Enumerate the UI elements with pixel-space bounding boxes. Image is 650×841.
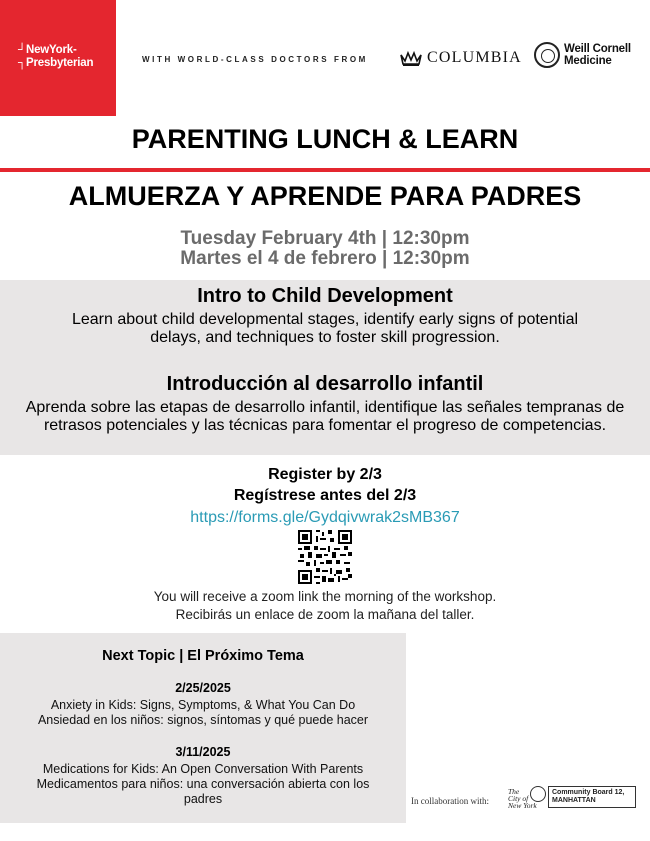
registration-link[interactable]: https://forms.gle/Gydqivwrak2sMB367 <box>190 509 460 526</box>
register-english: Register by 2/3 <box>268 466 382 483</box>
next-topic-date: 2/25/2025 <box>175 681 231 695</box>
next-topic-date: 3/11/2025 <box>175 745 231 759</box>
title-english: PARENTING LUNCH & LEARN <box>131 124 519 154</box>
title-spanish: ALMUERZA Y APRENDE PARA PADRES <box>68 181 582 211</box>
nyc-logo <box>508 784 542 814</box>
collaboration-label: In collaboration with: <box>411 796 489 806</box>
header <box>0 0 650 118</box>
register-spanish: Regístrese antes del 2/3 <box>233 487 417 504</box>
qr-code[interactable] <box>298 530 352 584</box>
nyp-logo-line1: NewYork- <box>26 44 77 56</box>
zoom-note-spanish: Recibirás un enlace de zoom la mañana del taller. <box>175 607 475 622</box>
weill-cornell-logo <box>534 42 631 68</box>
nyp-logo: ┘NewYork- ┐Presbyterian <box>18 44 94 69</box>
city-line2: City of <box>508 794 529 803</box>
community-board-line1: Community Board 12, <box>552 789 625 796</box>
topic-heading-english: Intro to Child Development <box>197 285 453 307</box>
topic-body-spanish: Aprenda sobre las etapas de desarrollo infantil, identifique las señales tempranas de retrasos potenciales y las técnicas para fomentar el progreso de competencias. <box>25 399 625 434</box>
city-seal-icon <box>530 786 546 802</box>
community-board-logo <box>548 786 636 808</box>
next-topic-spanish: Ansiedad en los niños: signos, síntomas y qué puede hacer <box>37 713 369 727</box>
date-spanish: Martes el 4 de febrero | 12:30pm <box>180 248 470 269</box>
nyp-logo-line2: Presbyterian <box>26 57 94 69</box>
tagline: WITH WORLD-CLASS DOCTORS FROM <box>142 55 368 64</box>
columbia-logo <box>399 46 522 70</box>
topic-heading-spanish: Introducción al desarrollo infantil <box>166 373 484 395</box>
next-topic-english: Medications for Kids: An Open Conversation With Parents <box>42 762 364 776</box>
seal-icon <box>534 42 560 68</box>
weill-line2: Medicine <box>564 55 612 67</box>
nyp-logo-block <box>0 0 116 116</box>
columbia-wordmark: COLUMBIA <box>427 49 522 66</box>
community-board-line2: MANHATTAN <box>552 797 596 804</box>
zoom-note-english: You will receive a zoom link the morning of the workshop. <box>153 589 497 604</box>
city-line3: New York <box>508 801 537 810</box>
date-english: Tuesday February 4th | 12:30pm <box>180 228 470 249</box>
next-topic-title: Next Topic | El Próximo Tema <box>102 648 304 664</box>
city-line1: The <box>508 787 520 796</box>
topic-body-english: Learn about child developmental stages, identify early signs of potential delays, and techniques to foster skill progression. <box>71 311 579 346</box>
weill-line1: Weill Cornell <box>564 43 631 55</box>
next-topic-english: Anxiety in Kids: Signs, Symptoms, & What You Can Do <box>50 698 356 712</box>
next-topic-spanish: Medicamentos para niños: una conversación abierta con los padres <box>36 777 370 806</box>
red-divider <box>0 168 650 172</box>
crown-icon <box>399 49 423 67</box>
